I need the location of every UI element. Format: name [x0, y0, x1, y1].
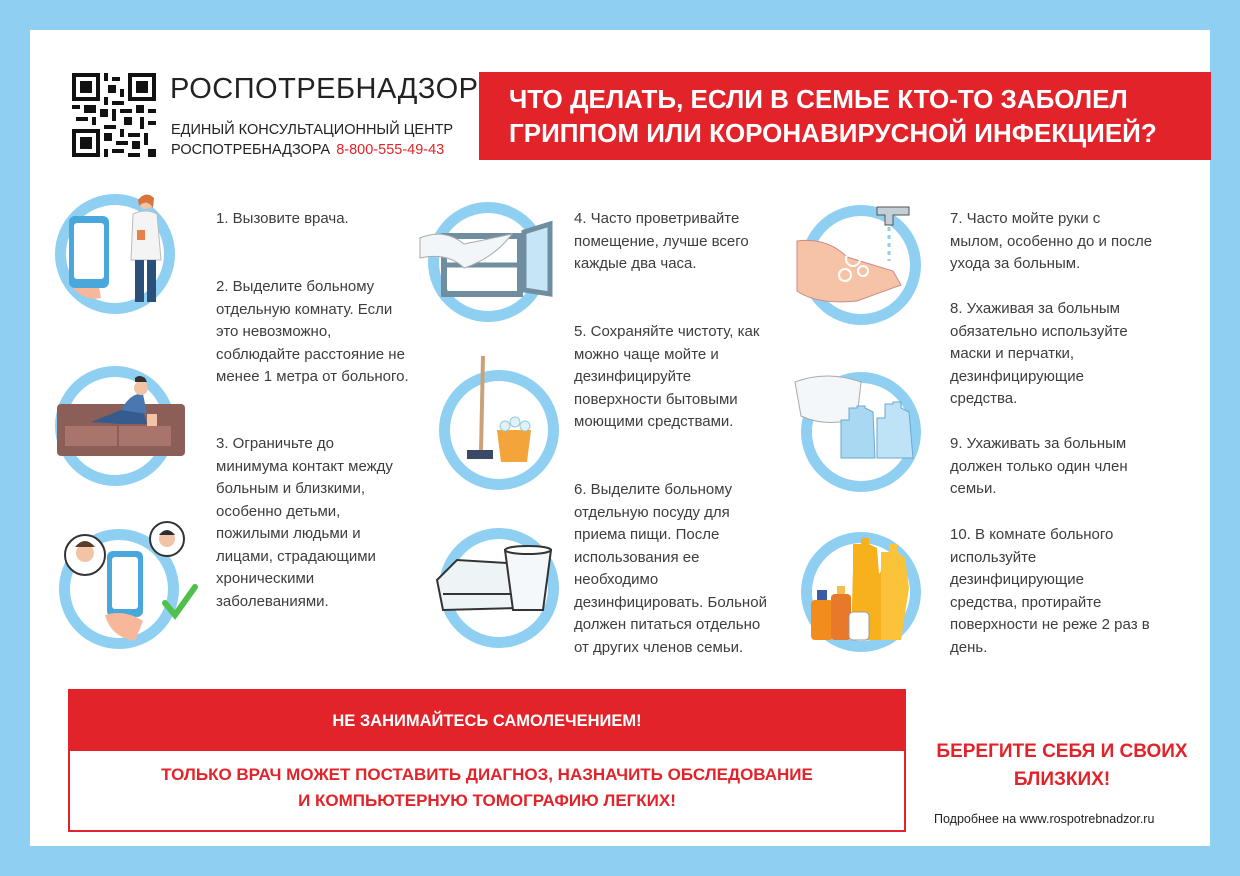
- step-9-line: семьи.: [950, 480, 997, 497]
- page-title: [479, 72, 1211, 160]
- consult-center-line1: ЕДИНЫЙ КОНСУЛЬТАЦИОННЫЙ ЦЕНТР: [171, 122, 454, 138]
- warning-line1: ТОЛЬКО ВРАЧ МОЖЕТ ПОСТАВИТЬ ДИАГНОЗ, НАЗНАЧИТЬ ОБСЛЕДОВАНИЕ: [161, 765, 813, 784]
- step-3-line: минимума контакт между: [216, 457, 393, 475]
- step-5-line: дезинфицируйте: [574, 368, 692, 385]
- video-call-icon: [55, 525, 183, 653]
- step-10-line: средства, протирайте: [950, 593, 1102, 611]
- more-info-link[interactable]: Подробнее на www.rospotrebnadzor.ru: [934, 812, 1155, 826]
- step-7-line: 7. Часто мойте руки с: [950, 210, 1101, 227]
- disinfectant-icon: [797, 528, 925, 656]
- step-8-line: маски и перчатки,: [950, 345, 1075, 362]
- step-6-line: отдельную посуду для: [574, 503, 730, 521]
- warning-header: НЕ ЗАНИМАЙТЕСЬ САМОЛЕЧЕНИЕМ!: [70, 691, 904, 751]
- step-9: [950, 433, 1128, 501]
- step-10: [950, 524, 1150, 659]
- step-5-line: поверхности бытовыми: [574, 390, 738, 408]
- consult-center: [171, 120, 453, 160]
- step-6-line: от других членов семьи.: [574, 638, 744, 656]
- step-5-line: 5. Сохраняйте чистоту, как: [574, 323, 760, 340]
- step-3: [216, 433, 393, 613]
- step-1: [216, 208, 349, 231]
- doctor-phone-icon: [51, 190, 179, 318]
- step-6-line: дезинфицировать. Больной: [574, 593, 767, 611]
- step-3-line: хроническими: [216, 570, 315, 587]
- self-treatment-warning: [68, 689, 906, 832]
- step-3-line: 3. Ограничьте до: [216, 435, 334, 452]
- step-6-line: использования ее: [574, 548, 700, 566]
- title-line2: ГРИППОМ ИЛИ КОРОНАВИРУСНОЙ ИНФЕКЦИЕЙ?: [509, 118, 1157, 148]
- step-8-line: средства.: [950, 390, 1018, 407]
- step-10-line: поверхности не реже 2 раз в: [950, 616, 1150, 633]
- step-6-line: необходимо: [574, 571, 659, 588]
- step-3-line: больным и близкими,: [216, 480, 365, 497]
- step-5-line: можно чаще мойте и: [574, 345, 719, 363]
- step-3-line: заболеваниями.: [216, 592, 329, 610]
- step-1-line: 1. Вызовите врача.: [216, 210, 349, 227]
- open-window-icon: [424, 198, 552, 326]
- step-4-line: каждые два часа.: [574, 255, 697, 272]
- title-line1: ЧТО ДЕЛАТЬ, ЕСЛИ В СЕМЬЕ КТО-ТО ЗАБОЛЕЛ: [509, 84, 1128, 114]
- step-9-line: должен только один член: [950, 457, 1128, 475]
- step-4-line: помещение, лучше всего: [574, 232, 749, 250]
- step-7: [950, 208, 1152, 276]
- step-2-line: менее 1 метра от больного.: [216, 368, 409, 385]
- step-5-line: моющими средствами.: [574, 413, 734, 430]
- step-10-line: 10. В комнате больного: [950, 526, 1114, 543]
- step-3-line: особенно детьми,: [216, 502, 341, 520]
- step-10-line: день.: [950, 638, 988, 656]
- warning-line2: И КОМПЬЮТЕРНУЮ ТОМОГРАФИЮ ЛЕГКИХ!: [298, 791, 676, 810]
- take-care-slogan: [928, 738, 1196, 794]
- step-6-line: приема пищи. После: [574, 526, 720, 543]
- qr-code-icon: [72, 73, 156, 157]
- warning-body: [70, 751, 904, 814]
- step-2-line: отдельную комнату. Если: [216, 300, 393, 318]
- step-6-line: должен питаться отдельно: [574, 616, 761, 633]
- brand-name: РОСПОТРЕБНАДЗОР: [170, 73, 479, 105]
- step-9-line: 9. Ухаживать за больным: [950, 435, 1127, 452]
- step-3-line: пожилыми людьми и: [216, 525, 361, 542]
- step-2-line: соблюдайте расстояние не: [216, 345, 405, 363]
- step-4: [574, 208, 749, 276]
- step-7-line: мылом, особенно до и после: [950, 232, 1153, 250]
- sick-person-sofa-icon: [51, 362, 179, 490]
- hotline-phone[interactable]: 8-800-555-49-43: [336, 142, 445, 158]
- step-2: [216, 276, 409, 389]
- step-10-line: используйте: [950, 548, 1037, 566]
- care-line2: БЛИЗКИХ!: [1013, 769, 1111, 790]
- step-8-line: дезинфицирующие: [950, 367, 1084, 385]
- care-line1: БЕРЕГИТЕ СЕБЯ И СВОИХ: [936, 741, 1188, 762]
- mask-gloves-icon: [797, 368, 925, 496]
- step-8-line: обязательно используйте: [950, 322, 1128, 340]
- step-6: [574, 479, 767, 659]
- step-8: [950, 298, 1128, 411]
- step-4-line: 4. Часто проветривайте: [574, 210, 740, 227]
- step-3-line: лицами, страдающими: [216, 547, 376, 565]
- step-7-line: ухода за больным.: [950, 255, 1081, 272]
- step-2-line: 2. Выделите больному: [216, 278, 375, 295]
- step-10-line: дезинфицирующие: [950, 571, 1084, 588]
- step-5: [574, 321, 759, 434]
- mop-bucket-icon: [435, 366, 563, 494]
- step-2-line: это невозможно,: [216, 323, 332, 340]
- step-8-line: 8. Ухаживая за больным: [950, 300, 1120, 317]
- handwashing-icon: [797, 201, 925, 329]
- consult-center-line2: РОСПОТРЕБНАДЗОРА: [171, 142, 331, 158]
- step-6-line: 6. Выделите больному: [574, 481, 733, 498]
- disposable-dishes-icon: [435, 524, 563, 652]
